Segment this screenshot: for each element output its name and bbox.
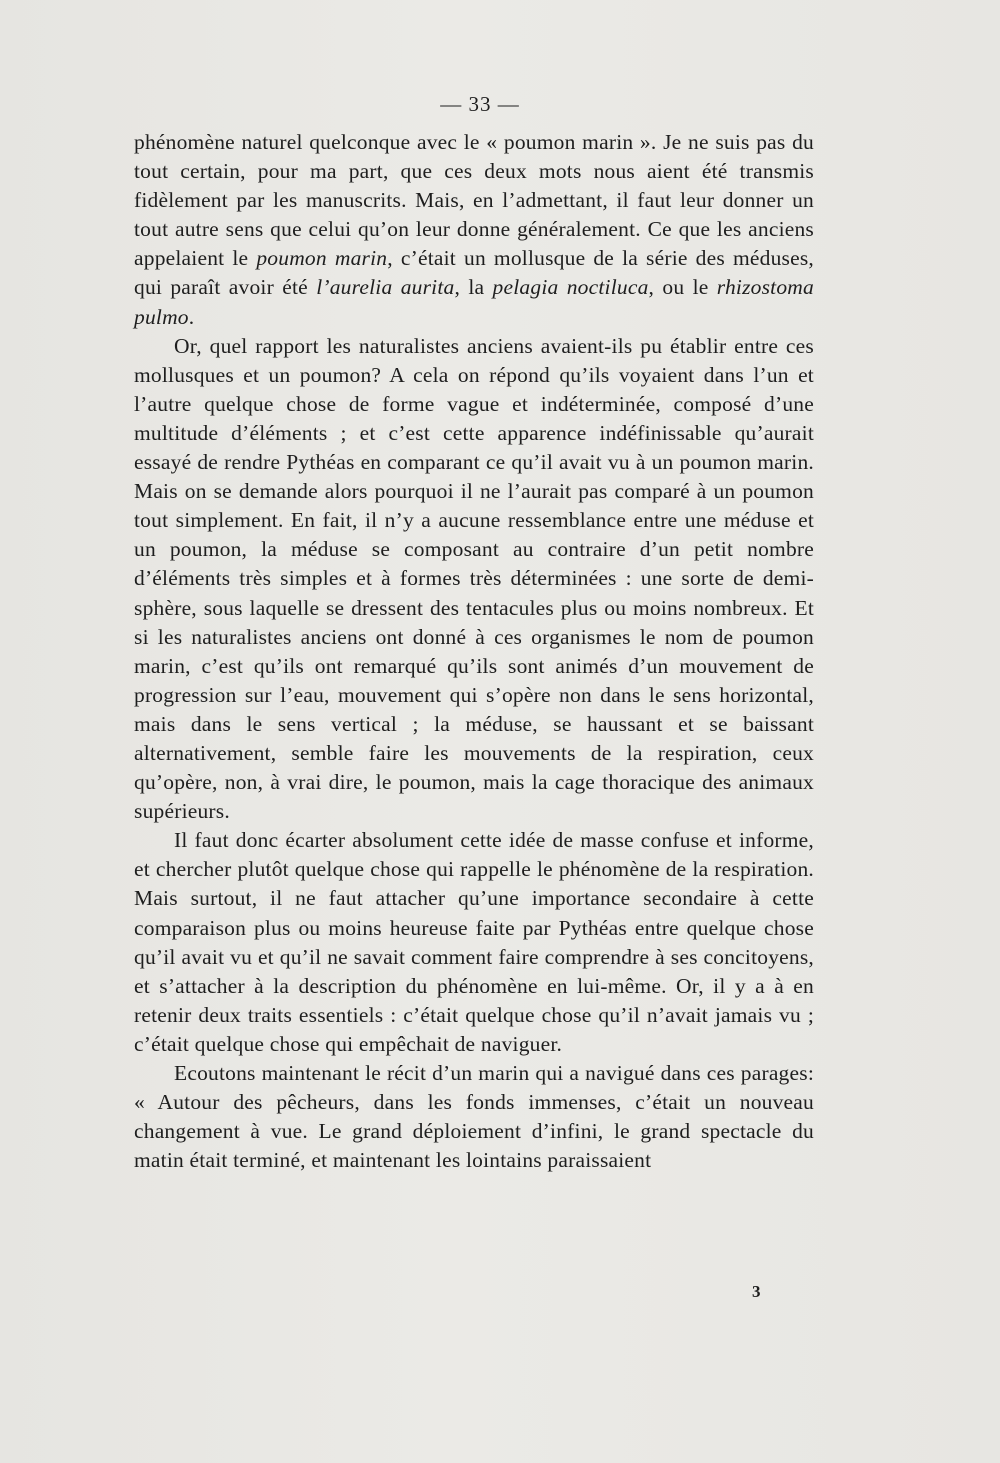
text-run: , c’était un mollusque de la série des méduses, qui paraît avoir été — [134, 246, 814, 300]
italic-term: rhizostoma pulmo — [134, 275, 814, 329]
text-run: Or, quel rapport les naturalistes anciens avaient-ils pu établir entre ces mollusques et un poumon? A cela on répond qu’ils voyaient dans l’un et l’autre quelque chose de forme vague et indéterminée, composé d’une multitude d’éléments ; et c’est cette apparence indéfinissable qu’aurait essayé de rendre Pythéas en comparant ce qu’il avait vu à un poumon marin. Mais on se demande alors pourquoi il ne l’aurait pas comparé à un poumon tout simplement. En fait, il n’y a aucune ressemblance entre une méduse et un poumon, la méduse se composant au contraire d’un petit nombre d’éléments très simples et à formes très déterminées : une sorte de demi-sphère, sous laquelle se dressent des tentacules plus ou moins nombreux. Et si les naturalistes anciens ont donné à ces organismes le nom de poumon marin, c’est qu’ils ont remarqué qu’ils sont animés d’un mouvement de progression sur l’eau, mouvement qui s’opère non dans le sens horizontal, mais dans le sens vertical ; la méduse, se haussant et se baissant alternativement, semble faire les mouvements de la respiration, ceux qu’opère, non, à vrai dire, le poumon, mais la cage thoracique des animaux supérieurs. — [134, 333, 814, 824]
paragraph — [134, 332, 814, 827]
text-run: Ecoutons maintenant le récit d’un marin qui a navigué dans ces parages: « Autour des pêcheurs, dans les fonds immenses, c’était un nouveau changement à vue. Le grand déploiement d’infini, le grand spectacle du matin était terminé, et maintenant les lointains paraissaient — [134, 1061, 814, 1173]
signature-mark: 3 — [752, 1282, 761, 1301]
text-run: . — [188, 304, 195, 329]
text-run: phénomène naturel quelconque avec le « poumon marin ». Je ne suis pas du tout certain, pour ma part, que ces deux mots nous aient été transmis fidèlement par les manuscrits. Mais, en l’admettant, il faut leur donner un tout autre sens que celui qu’on leur donne généralement. Ce que les anciens appelaient le — [134, 130, 814, 271]
page-number: — 33 — — [440, 92, 520, 116]
text-run: , ou le — [648, 275, 717, 300]
italic-term: poumon marin — [256, 246, 388, 271]
paragraph — [134, 128, 814, 332]
paragraph — [134, 1059, 814, 1175]
body-text — [134, 128, 814, 1175]
text-run: , la — [454, 275, 493, 300]
italic-term: pelagia noctiluca — [492, 275, 649, 300]
paragraph — [134, 826, 814, 1059]
italic-term: l’aurelia aurita — [316, 275, 455, 300]
text-run: Il faut donc écarter absolument cette idée de masse confuse et informe, et chercher plutôt quelque chose qui rappelle le phénomène de la respiration. Mais surtout, il ne faut attacher qu’une importance secondaire à cette comparaison plus ou moins heureuse faite par Pythéas entre quelque chose qu’il avait vu et qu’il ne savait comment faire comprendre à ses concitoyens, et s’attacher à la description du phénomène en lui-même. Or, il y a à en retenir deux traits essentiels : c’était quelque chose qu’il n’avait jamais vu ; c’était quelque chose qui empêchait de naviguer. — [134, 828, 814, 1056]
